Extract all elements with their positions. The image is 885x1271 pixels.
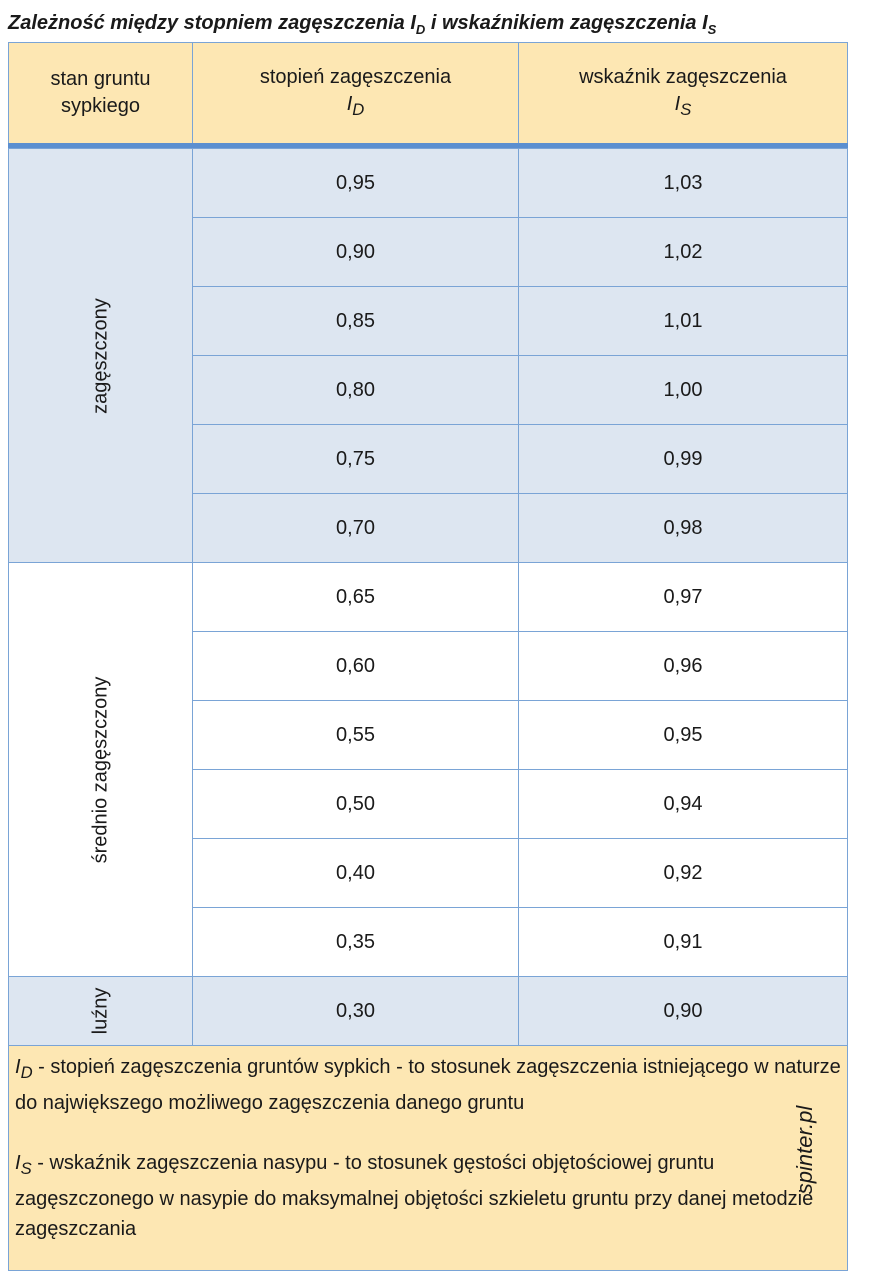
note-id: $I_D$ - stopień zagęszczenia gruntów sypkich - to stosunek zagęszczenia istniejącego w naturze do największego możliwego zagęszczenia danego gruntu bbox=[15, 1056, 841, 1114]
is-value: 1,03 bbox=[519, 149, 848, 218]
id-value: 0,65 bbox=[193, 563, 519, 632]
is-value: 1,02 bbox=[519, 218, 848, 287]
notes-row bbox=[9, 1046, 848, 1271]
is-value: 0,98 bbox=[519, 494, 848, 563]
state-label: średnio zagęszczony bbox=[89, 676, 111, 863]
state-cell bbox=[9, 977, 193, 1046]
id-value: 0,80 bbox=[193, 356, 519, 425]
id-value: 0,95 bbox=[193, 149, 519, 218]
notes-cell bbox=[9, 1046, 848, 1271]
is-value: 0,96 bbox=[519, 632, 848, 701]
id-value: 0,30 bbox=[193, 977, 519, 1046]
note-is: $I_S$ - wskaźnik zagęszczenia nasypu - to stosunek gęstości objętościowej gruntu zagęszczonego w nasypie do maksymalnej objętości szkieletu gruntu przy danej metodzie zagęszczania bbox=[15, 1152, 814, 1240]
state-label: luźny bbox=[89, 987, 111, 1035]
state-label: zagęszczony bbox=[89, 297, 111, 414]
state-cell bbox=[9, 563, 193, 977]
id-value: 0,50 bbox=[193, 770, 519, 839]
id-value: 0,35 bbox=[193, 908, 519, 977]
header-row bbox=[9, 43, 848, 146]
is-value: 0,91 bbox=[519, 908, 848, 977]
watermark: spinter.pl bbox=[792, 1105, 817, 1195]
is-value: 0,97 bbox=[519, 563, 848, 632]
id-value: 0,55 bbox=[193, 701, 519, 770]
is-value: 1,01 bbox=[519, 287, 848, 356]
density-table bbox=[8, 42, 848, 1271]
header-is: wskaźnik zagęszczenia $I_S$ bbox=[519, 43, 848, 146]
is-value: 0,92 bbox=[519, 839, 848, 908]
is-value: 1,00 bbox=[519, 356, 848, 425]
header-state: stan gruntu sypkiego bbox=[9, 43, 193, 146]
table-row bbox=[9, 563, 848, 632]
id-value: 0,75 bbox=[193, 425, 519, 494]
is-value: 0,90 bbox=[519, 977, 848, 1046]
id-value: 0,60 bbox=[193, 632, 519, 701]
page-title: Zależność między stopniem zagęszczenia $I_D$ i wskaźnikiem zagęszczenia $I_S$ bbox=[8, 12, 717, 37]
id-value: 0,90 bbox=[193, 218, 519, 287]
state-cell bbox=[9, 149, 193, 563]
is-value: 0,95 bbox=[519, 701, 848, 770]
is-value: 0,94 bbox=[519, 770, 848, 839]
table-row bbox=[9, 149, 848, 218]
table-row bbox=[9, 977, 848, 1046]
id-value: 0,40 bbox=[193, 839, 519, 908]
is-value: 0,99 bbox=[519, 425, 848, 494]
header-id: stopień zagęszczenia $I_D$ bbox=[193, 43, 519, 146]
id-value: 0,85 bbox=[193, 287, 519, 356]
id-value: 0,70 bbox=[193, 494, 519, 563]
